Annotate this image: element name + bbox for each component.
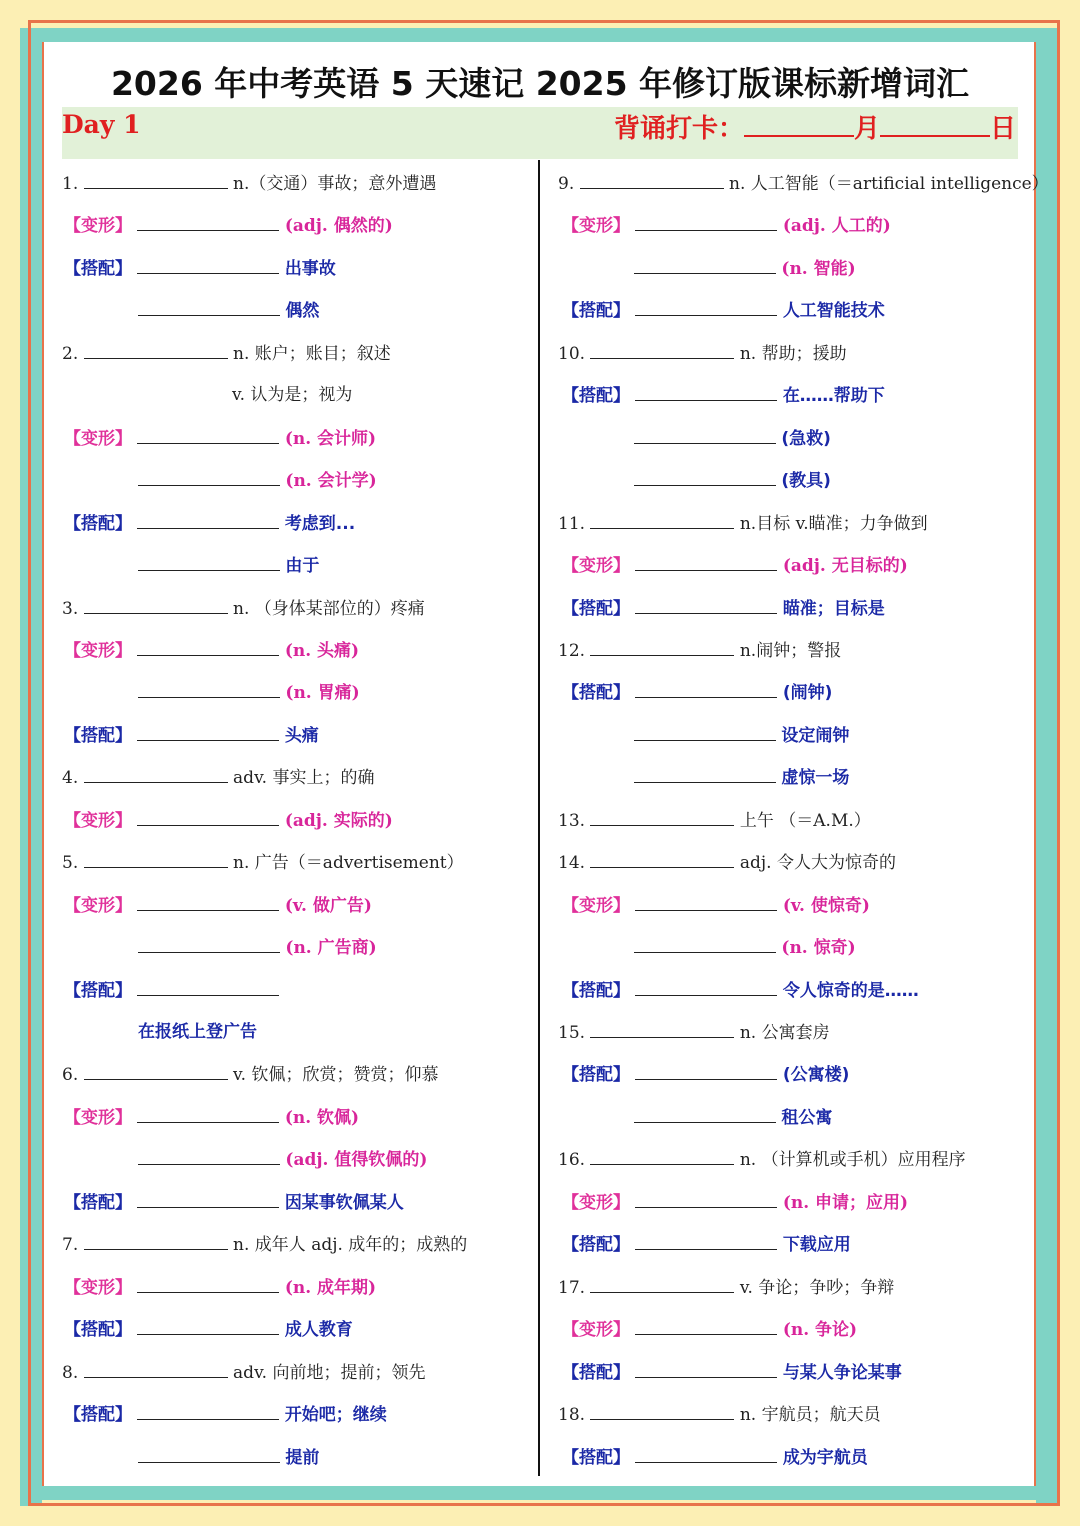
- vocab-subrow: [562, 1442, 868, 1472]
- hint-text: (闹钟): [782, 683, 833, 704]
- extra-blank[interactable]: [138, 1442, 280, 1463]
- bianxing-tag: 【变形】: [64, 1107, 132, 1128]
- vocab-subrow: [634, 253, 856, 283]
- vocab-subrow: [562, 550, 908, 580]
- hint-text: (n. 惊奇): [781, 938, 856, 959]
- hint-text: (n. 智能): [781, 258, 856, 279]
- vocab-subrow: [64, 635, 359, 665]
- hint-text: (教具): [781, 471, 831, 492]
- vocab-subrow: [562, 1314, 857, 1344]
- entry-definition: n. （身体某部位的）疼痛: [233, 598, 425, 619]
- hint-text: (adj. 值得钦佩的): [285, 1150, 428, 1171]
- hint-text: 成为宇航员: [782, 1447, 868, 1468]
- dapei-tag: 【搭配】: [64, 1192, 132, 1213]
- hint-text: (n. 争论): [782, 1320, 858, 1341]
- hint-text: (adj. 无目标的): [782, 556, 908, 577]
- form-blank[interactable]: [137, 805, 279, 826]
- vocab-subrow: [634, 932, 856, 962]
- dapei-tag: 【搭配】: [562, 1065, 630, 1086]
- day-blank[interactable]: [880, 111, 990, 137]
- entry-definition: n. 账户；账目；叙述: [233, 343, 391, 364]
- bianxing-tag: 【变形】: [64, 640, 132, 661]
- word-blank[interactable]: [590, 508, 734, 529]
- word-blank[interactable]: [84, 168, 228, 189]
- vocab-subrow: [634, 465, 831, 495]
- bianxing-tag: 【变形】: [562, 1320, 630, 1341]
- phrase-blank[interactable]: [635, 1442, 777, 1463]
- hint-text: 考虑到...: [284, 513, 356, 534]
- hint-text: (公寓楼): [782, 1065, 850, 1086]
- dapei-tag: 【搭配】: [562, 598, 630, 619]
- vocab-subrow: [562, 1187, 908, 1217]
- word-blank[interactable]: [84, 593, 228, 614]
- form-blank[interactable]: [137, 423, 279, 444]
- vocab-subrow: [562, 890, 870, 920]
- entry-definition: n. 广告（＝advertisement）: [233, 853, 464, 874]
- vocab-subrow: [138, 1017, 257, 1047]
- word-blank[interactable]: [590, 847, 734, 868]
- vocab-entry-row: [62, 1059, 438, 1089]
- day-unit-label: 日: [989, 114, 1016, 144]
- vocab-subrow: [64, 975, 279, 1005]
- entry-definition: n. （计算机或手机）应用程序: [739, 1150, 966, 1171]
- dapei-tag: 【搭配】: [562, 1362, 630, 1383]
- dapei-tag: 【搭配】: [64, 1405, 132, 1426]
- vocab-subrow: [64, 210, 393, 240]
- phrase-blank[interactable]: [635, 380, 777, 401]
- word-blank[interactable]: [590, 1144, 734, 1165]
- word-blank[interactable]: [590, 805, 734, 826]
- extra-blank[interactable]: [138, 550, 280, 571]
- dapei-tag: 【搭配】: [562, 1235, 630, 1256]
- checkin-line: [614, 108, 1016, 145]
- entry-definition: 上午 （＝A.M.）: [739, 810, 871, 831]
- vocab-entry-row: [558, 508, 928, 538]
- vocab-entry-row: [558, 1017, 830, 1047]
- checkin-label: 背诵打卡：: [613, 114, 744, 144]
- phrase-blank[interactable]: [137, 1187, 279, 1208]
- hint-text: 令人惊奇的是……: [782, 980, 919, 1001]
- hint-text: (v. 做广告): [284, 895, 372, 916]
- form-blank[interactable]: [137, 635, 279, 656]
- vocab-entry-row: [558, 635, 841, 665]
- form-blank[interactable]: [635, 550, 777, 571]
- extra-blank[interactable]: [634, 932, 776, 953]
- vocab-subrow: [64, 423, 376, 453]
- extra-blank[interactable]: [138, 677, 280, 698]
- entry-definition: n. 成年人 adj. 成年的；成熟的: [233, 1235, 468, 1256]
- entry-definition: n.闹钟；警报: [739, 640, 842, 661]
- hint-text: 在报纸上登广告: [138, 1022, 257, 1042]
- dapei-tag: 【搭配】: [64, 513, 132, 534]
- entry-number: 17.: [558, 1277, 586, 1298]
- vocab-subrow: [562, 975, 919, 1005]
- word-blank[interactable]: [590, 1272, 734, 1293]
- hint-text: (急救): [781, 428, 831, 449]
- entry-number: 10.: [558, 343, 586, 364]
- vocab-subrow: [138, 465, 377, 495]
- entry-number: 9.: [558, 174, 575, 194]
- phrase-blank[interactable]: [635, 593, 777, 614]
- word-blank[interactable]: [84, 1229, 228, 1250]
- bianxing-tag: 【变形】: [562, 1192, 630, 1213]
- entry-definition: adj. 令人大为惊奇的: [739, 853, 896, 874]
- hint-text: (n. 头痛): [284, 640, 360, 661]
- word-blank[interactable]: [590, 338, 734, 359]
- hint-text: (v. 使惊奇): [782, 895, 870, 916]
- vocab-entry-row: [558, 338, 847, 368]
- vocab-subrow: [138, 677, 360, 707]
- vocab-entry-row: [558, 847, 896, 877]
- entry-definition: n. 公寓套房: [739, 1023, 830, 1043]
- vocab-subrow: [64, 1102, 359, 1132]
- bianxing-tag: 【变形】: [64, 810, 132, 831]
- entry-definition: adv. 事实上；的确: [233, 768, 375, 789]
- day-label: Day 1: [62, 110, 141, 139]
- entry-definition: n. 宇航员；航天员: [739, 1405, 881, 1426]
- vocab-entry-row: [62, 338, 391, 368]
- word-blank[interactable]: [84, 1357, 228, 1378]
- entry-definition: v. 钦佩；欣赏；赞赏；仰慕: [233, 1065, 439, 1086]
- dapei-tag: 【搭配】: [64, 258, 132, 279]
- entry-definition: v. 争论；争吵；争辩: [739, 1277, 895, 1298]
- hint-text: 头痛: [284, 725, 319, 746]
- vocab-subrow: [232, 380, 352, 410]
- form-blank[interactable]: [137, 1272, 279, 1293]
- phrase-blank[interactable]: [137, 1314, 279, 1335]
- hint-text: (adj. 实际的): [284, 810, 393, 831]
- entry-number: 3.: [62, 598, 79, 619]
- phrase-blank[interactable]: [635, 975, 777, 996]
- entry-number: 13.: [558, 810, 586, 831]
- extra-blank[interactable]: [634, 762, 776, 783]
- phrase-blank[interactable]: [137, 508, 279, 529]
- form-blank[interactable]: [635, 890, 777, 911]
- vocab-subrow: [634, 720, 849, 750]
- hint-text: (n. 广告商): [285, 938, 377, 959]
- bianxing-tag: 【变形】: [64, 428, 132, 449]
- bianxing-tag: 【变形】: [64, 1277, 132, 1298]
- entry-number: 5.: [62, 853, 79, 874]
- entry-definition: n. 帮助；援助: [739, 343, 847, 364]
- hint-text: 出事故: [284, 258, 336, 279]
- word-blank[interactable]: [590, 1017, 734, 1038]
- vocab-subrow: [634, 423, 831, 453]
- hint-text: 与某人争论某事: [782, 1362, 902, 1383]
- hint-text: (n. 申请；应用): [782, 1192, 909, 1213]
- form-blank[interactable]: [635, 1187, 777, 1208]
- form-blank[interactable]: [137, 1102, 279, 1123]
- form-blank[interactable]: [137, 890, 279, 911]
- bianxing-tag: 【变形】: [562, 556, 630, 577]
- extra-blank[interactable]: [138, 932, 280, 953]
- hint-text: (n. 胃痛): [285, 683, 360, 704]
- vocab-entry-row: [62, 168, 436, 198]
- vocab-entry-row: [558, 1272, 894, 1302]
- vocab-entry-row: [558, 805, 871, 835]
- phrase-blank[interactable]: [635, 1357, 777, 1378]
- phrase-blank[interactable]: [137, 720, 279, 741]
- vocab-subrow: [562, 677, 832, 707]
- vocab-subrow: [138, 1442, 319, 1472]
- dapei-tag: 【搭配】: [562, 386, 630, 407]
- hint-text: 下载应用: [782, 1235, 851, 1256]
- dapei-tag: 【搭配】: [64, 1320, 132, 1341]
- entry-number: 18.: [558, 1405, 586, 1426]
- vocab-subrow: [64, 1272, 376, 1302]
- hint-text: 成人教育: [284, 1320, 353, 1341]
- vocab-subrow: [562, 1229, 851, 1259]
- hint-text: (adj. 人工的): [782, 216, 891, 237]
- entry-number: 4.: [62, 768, 79, 789]
- vocab-subrow: [138, 295, 319, 325]
- word-blank[interactable]: [590, 635, 734, 656]
- bianxing-tag: 【变形】: [64, 216, 132, 237]
- bianxing-tag: 【变形】: [562, 216, 630, 237]
- phrase-blank[interactable]: [137, 253, 279, 274]
- vocab-subrow: [64, 805, 393, 835]
- vocab-entry-row: [62, 593, 425, 623]
- column-divider: [538, 160, 540, 1476]
- page-title: 2026 年中考英语 5 天速记 2025 年修订版课标新增词汇: [110, 64, 970, 103]
- phrase-blank[interactable]: [635, 1229, 777, 1250]
- entry-definition: n.（交通）事故；意外遭遇: [233, 174, 437, 194]
- vocab-subrow: [64, 890, 372, 920]
- phrase-blank[interactable]: [137, 1399, 279, 1420]
- hint-text: (n. 成年期): [284, 1277, 377, 1298]
- form-blank[interactable]: [137, 210, 279, 231]
- extra-blank[interactable]: [138, 465, 280, 486]
- vocab-entry-row: [558, 1144, 966, 1174]
- entry-number: 16.: [558, 1150, 586, 1171]
- phrase-blank[interactable]: [635, 295, 777, 316]
- month-label: 月: [853, 114, 880, 144]
- hint-text: 偶然: [285, 301, 320, 322]
- extra-blank[interactable]: [634, 465, 776, 486]
- entry-definition: n.目标 v.瞄准；力争做到: [739, 513, 928, 534]
- hint-text: 租公寓: [781, 1107, 833, 1128]
- hint-text: 在……帮助下: [782, 386, 885, 407]
- entry-number: 8.: [62, 1362, 79, 1383]
- hint-text: 由于: [285, 556, 320, 577]
- entry-definition: n. 人工智能（＝artificial intelligence）: [729, 174, 1049, 194]
- vocab-subrow: [64, 253, 336, 283]
- vocab-entry-row: [558, 1399, 881, 1429]
- vocab-subrow: [138, 1144, 427, 1174]
- bianxing-tag: 【变形】: [562, 895, 630, 916]
- entry-definition: v. 认为是；视为: [232, 385, 353, 406]
- form-blank[interactable]: [635, 1314, 777, 1335]
- entry-number: 7.: [62, 1235, 79, 1256]
- vocab-subrow: [138, 550, 319, 580]
- vocab-entry-row: [62, 762, 374, 792]
- entry-number: 14.: [558, 853, 586, 874]
- hint-text: 提前: [285, 1447, 320, 1468]
- bianxing-tag: 【变形】: [64, 895, 132, 916]
- entry-number: 2.: [62, 343, 79, 364]
- phrase-blank[interactable]: [635, 1059, 777, 1080]
- vocab-subrow: [562, 1357, 902, 1387]
- vocab-subrow: [634, 762, 849, 792]
- word-blank[interactable]: [84, 338, 228, 359]
- dapei-tag: 【搭配】: [64, 725, 132, 746]
- vocab-subrow: [634, 1102, 832, 1132]
- vocab-subrow: [64, 1187, 404, 1217]
- extra-blank[interactable]: [634, 720, 776, 741]
- hint-text: (n. 会计师): [284, 428, 377, 449]
- hint-text: (n. 会计学): [285, 471, 377, 492]
- vocab-subrow: [138, 932, 377, 962]
- hint-text: 因某事钦佩某人: [284, 1192, 404, 1213]
- hint-text: 瞄准；目标是: [782, 598, 885, 619]
- phrase-blank[interactable]: [635, 677, 777, 698]
- entry-number: 12.: [558, 640, 586, 661]
- vocab-subrow: [64, 1314, 353, 1344]
- entry-number: 6.: [62, 1065, 79, 1086]
- word-blank[interactable]: [84, 1059, 228, 1080]
- dapei-tag: 【搭配】: [64, 980, 132, 1001]
- form-blank[interactable]: [635, 210, 777, 231]
- vocab-entry-row: [62, 847, 464, 877]
- hint-text: 人工智能技术: [782, 301, 885, 322]
- entry-number: 15.: [558, 1023, 586, 1043]
- extra-blank[interactable]: [634, 1102, 776, 1123]
- vocab-entry-row: [558, 168, 1049, 198]
- word-blank[interactable]: [580, 168, 724, 189]
- month-blank[interactable]: [744, 111, 854, 137]
- vocab-subrow: [562, 210, 891, 240]
- dapei-tag: 【搭配】: [562, 1447, 630, 1468]
- dapei-tag: 【搭配】: [562, 980, 630, 1001]
- phrase-blank[interactable]: [137, 975, 279, 996]
- hint-text: 开始吧；继续: [284, 1405, 387, 1426]
- vocab-subrow: [562, 593, 885, 623]
- hint-text: (adj. 偶然的): [284, 216, 393, 237]
- vocab-subrow: [562, 295, 885, 325]
- word-blank[interactable]: [84, 762, 228, 783]
- vocab-subrow: [562, 1059, 849, 1089]
- extra-blank[interactable]: [138, 1144, 280, 1165]
- vocab-subrow: [64, 1399, 387, 1429]
- vocab-entry-row: [62, 1229, 467, 1259]
- extra-blank[interactable]: [138, 295, 280, 316]
- word-blank[interactable]: [84, 847, 228, 868]
- extra-blank[interactable]: [634, 253, 776, 274]
- word-blank[interactable]: [590, 1399, 734, 1420]
- hint-text: (n. 钦佩): [284, 1107, 360, 1128]
- vocab-entry-row: [62, 1357, 425, 1387]
- entry-number: 1.: [62, 174, 79, 194]
- dapei-tag: 【搭配】: [562, 301, 630, 322]
- vocab-subrow: [562, 380, 885, 410]
- entry-definition: adv. 向前地；提前；领先: [233, 1362, 426, 1383]
- extra-blank[interactable]: [634, 423, 776, 444]
- hint-text: 设定闹钟: [781, 725, 850, 746]
- hint-text: 虚惊一场: [781, 768, 850, 789]
- vocab-subrow: [64, 720, 319, 750]
- vocab-subrow: [64, 508, 355, 538]
- dapei-tag: 【搭配】: [562, 683, 630, 704]
- entry-number: 11.: [558, 513, 586, 534]
